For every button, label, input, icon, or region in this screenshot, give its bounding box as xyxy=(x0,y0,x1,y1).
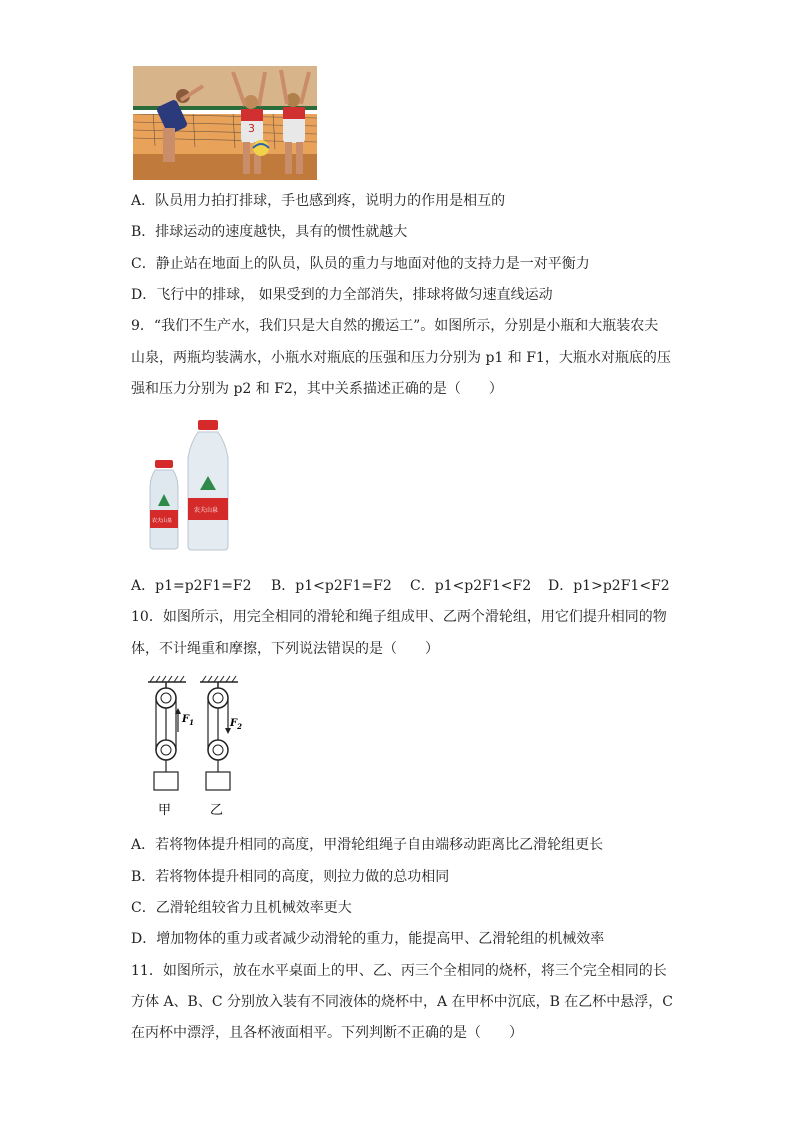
force-f1-label: $F_1$ xyxy=(182,714,194,727)
force-f2-label: $F_2$ xyxy=(230,718,242,731)
q10-option-d: D．增加物体的重力或者减少动滑轮的重力，能提高甲、乙滑轮组的机械效率 xyxy=(131,931,605,947)
q10-option-a: A．若将物体提升相同的高度，甲滑轮组绳子自由端移动距离比乙滑轮组更长 xyxy=(131,837,604,853)
q10-line-2: 体，不计绳重和摩擦，下列说法错误的是（ ） xyxy=(131,641,439,657)
small-bottle-label: 农夫山泉 xyxy=(152,518,173,524)
q8-option-c: C．静止站在地面上的队员，队员的重力与地面对他的支持力是一对平衡力 xyxy=(131,256,590,272)
svg-text:3: 3 xyxy=(248,122,255,135)
water-bottles-figure xyxy=(146,418,246,552)
q8-option-b: B．排球运动的速度越快，具有的惯性就越大 xyxy=(131,224,408,240)
q11-line-2: 方体 A、B、C 分别放入装有不同液体的烧杯中，A 在甲杯中沉底，B 在乙杯中悬浮，C xyxy=(131,994,674,1010)
q9-option-d: D．p1>p2F1<F2 xyxy=(548,578,670,594)
q9-line-1: 9．“我们不生产水，我们只是大自然的搬运工”。如图所示，分别是小瓶和大瓶装农夫 xyxy=(131,318,659,334)
q9-option-a: A．p1=p2F1=F2 xyxy=(131,578,252,594)
label-jia: 甲 xyxy=(158,803,172,818)
pulley-systems-figure xyxy=(142,674,252,820)
q8-option-d: D．飞行中的排球， 如果受到的力全部消失，排球将做匀速直线运动 xyxy=(131,287,553,303)
q11-line-1: 11．如图所示，放在水平桌面上的甲、乙、丙三个全相同的烧杯，将三个完全相同的长 xyxy=(131,963,667,979)
q10-line-1: 10．如图所示，用完全相同的滑轮和绳子组成甲、乙两个滑轮组，用它们提升相同的物 xyxy=(131,609,667,625)
q9-line-2: 山泉，两瓶均装满水，小瓶水对瓶底的压强和压力分别为 p1 和 F1，大瓶水对瓶底的压 xyxy=(131,350,671,366)
label-yi: 乙 xyxy=(210,803,224,818)
q9-line-3: 强和压力分别为 p2 和 F2，其中关系描述正确的是（ ） xyxy=(131,381,503,397)
q9-option-c: C．p1<p2F1<F2 xyxy=(410,578,532,594)
q11-line-3: 在丙杯中漂浮，且各杯液面相平。下列判断不正确的是（ ） xyxy=(131,1025,523,1041)
q9-option-b: B．p1<p2F1=F2 xyxy=(271,578,392,594)
q10-option-c: C．乙滑轮组较省力且机械效率更大 xyxy=(131,900,352,916)
q10-option-b: B．若将物体提升相同的高度，则拉力做的总功相同 xyxy=(131,869,450,885)
volleyball-photo xyxy=(133,66,317,180)
q8-option-a: A．队员用力拍打排球，手也感到疼，说明力的作用是相互的 xyxy=(131,193,506,209)
big-bottle-label: 农夫山泉 xyxy=(194,507,219,514)
